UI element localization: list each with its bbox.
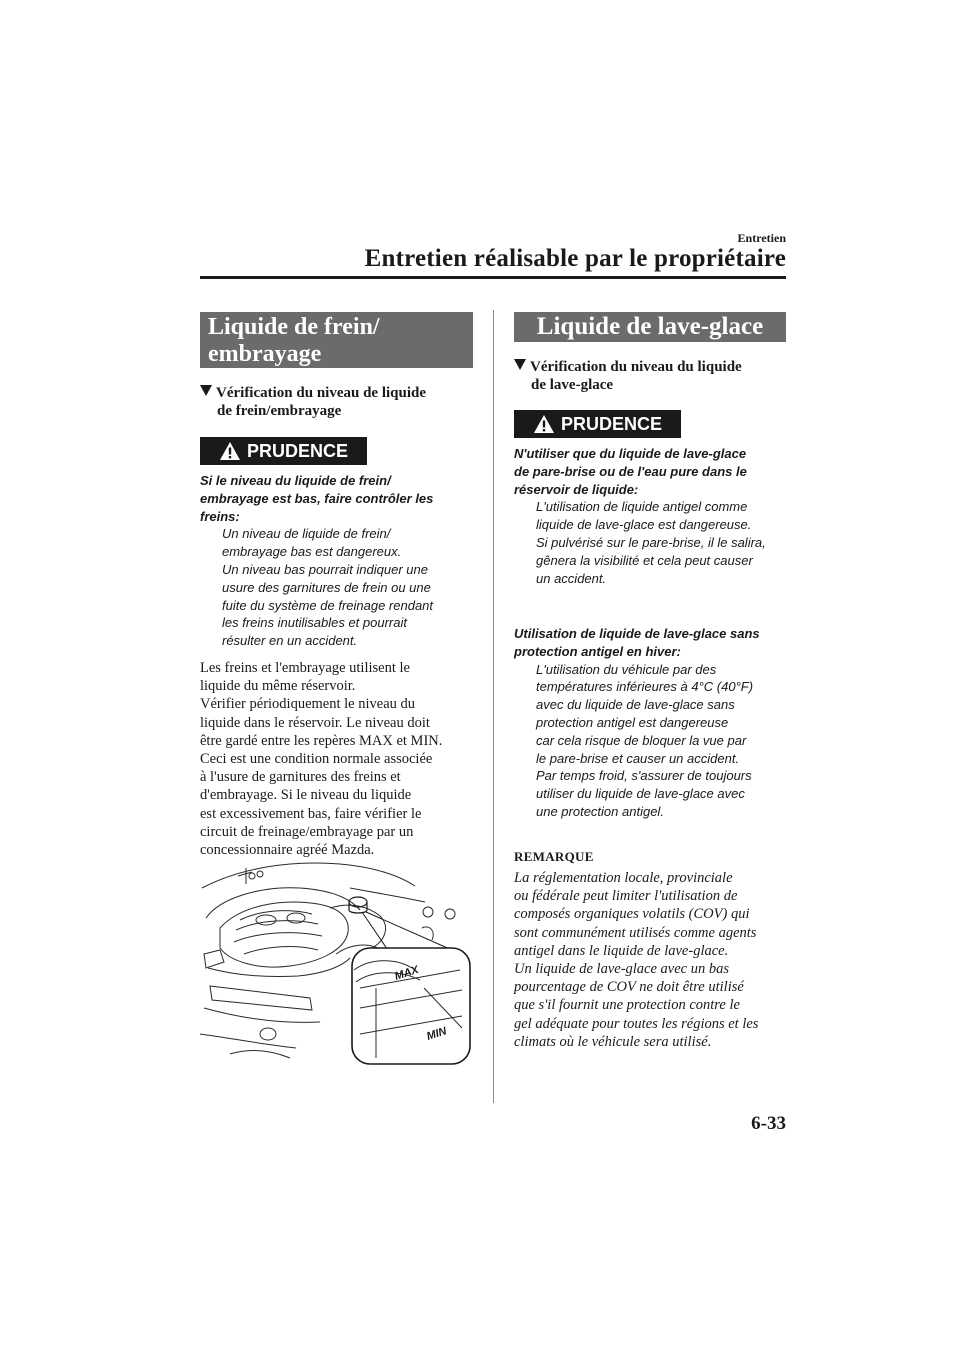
warning-body-line: car cela risque de bloquer la vue par <box>536 732 747 748</box>
warning-body-line: les freins inutilisables et pourrait <box>222 615 407 631</box>
body-line: est excessivement bas, faire vérifier le <box>200 805 422 822</box>
warning-body-line: résulter en un accident. <box>222 633 358 649</box>
body-line: Vérifier périodiquement le niveau du <box>200 696 416 713</box>
note-line: sont communément utilisés comme agents <box>514 924 757 941</box>
subheading-line: de lave-glace <box>531 377 614 393</box>
warning-body-line: une protection antigel. <box>536 803 664 819</box>
warning-triangle-icon <box>219 441 241 461</box>
warning-body-line: Par temps froid, s'assurer de toujours <box>536 768 752 784</box>
note-line: La réglementation locale, provinciale <box>514 870 733 886</box>
warning-body-line: Un niveau bas pourrait indiquer une <box>222 561 428 577</box>
warning-heading-line: Si le niveau du liquide de frein/ <box>200 473 391 488</box>
warning-body-line: Un niveau de liquide de frein/ <box>222 526 391 542</box>
note-line: composés organiques volatils (COV) qui <box>514 906 750 923</box>
running-section-label: Entretien <box>737 231 786 245</box>
note-line: que s'il fournit une protection contre le <box>514 997 740 1014</box>
body-line: à l'usure de garnitures des freins et <box>200 769 401 786</box>
subheading-line: Vérification du niveau de liquide <box>216 385 427 401</box>
warning-heading-line: de pare-brise ou de l'eau pure dans le <box>514 463 747 479</box>
warning-heading-line: réservoir de liquide: <box>514 481 639 497</box>
note-line: climats où le véhicule sera utilisé. <box>514 1033 712 1050</box>
subheading-brake-level <box>200 384 480 420</box>
warning-body-line: Si pulvérisé sur le pare-brise, il le salira, <box>536 534 766 550</box>
warning-body-line: températures inférieures à 4°C (40°F) <box>536 679 754 695</box>
body-line: Ceci est une condition normale associée <box>200 751 433 768</box>
warning-body-line: L'utilisation de liquide antigel comme <box>536 499 748 515</box>
section-title-washer-fluid: Liquide de lave-glace <box>514 312 786 342</box>
warning-body-line: protection antigel est dangereuse <box>536 714 729 730</box>
warning-body-line: L'utilisation du véhicule par des <box>536 661 717 677</box>
body-line: Les freins et l'embrayage utilisent le <box>200 660 410 676</box>
warning-body-line: gênera la visibilité et cela peut causer <box>536 552 753 568</box>
note-body <box>514 869 799 1051</box>
triangle-bullet-icon <box>514 359 526 370</box>
header-rule <box>200 276 786 279</box>
warning-body-line: usure des garnitures de frein ou une <box>222 579 431 595</box>
warning-heading-line: protection antigel en hiver: <box>514 643 681 659</box>
min-mark-label: MIN <box>425 1025 449 1043</box>
body-line: circuit de freinage/embrayage par un <box>200 823 414 840</box>
caution-banner-left <box>200 437 367 465</box>
warning-body-line: un accident. <box>536 570 607 586</box>
warning-body-line: liquide de lave-glace est dangereuse. <box>536 517 752 533</box>
subheading-line: de frein/embrayage <box>217 403 342 419</box>
warning-body-line: avec du liquide de lave-glace sans <box>536 697 735 713</box>
page-header-title: Entretien réalisable par le propriétaire <box>364 245 786 272</box>
warning-heading-line: embrayage est bas, faire contrôler les <box>200 490 434 506</box>
section-title-line: Liquide de frein/ <box>208 314 380 340</box>
caution-label: PRUDENCE <box>560 414 662 434</box>
column-divider <box>493 310 494 1103</box>
warning-body-line: fuite du système de freinage rendant <box>222 597 434 613</box>
engine-bay-illustration <box>200 858 473 1068</box>
note-title: REMARQUE <box>514 849 594 864</box>
subheading-washer-level <box>514 358 794 394</box>
warning-body-line: utiliser du liquide de lave-glace avec <box>536 786 745 802</box>
body-line: concessionnaire agréé Mazda. <box>200 842 375 859</box>
warning-heading-line: N'utiliser que du liquide de lave-glace <box>514 446 747 461</box>
note-line: pourcentage de COV ne doit être utilisé <box>514 979 744 996</box>
body-line: d'embrayage. Si le niveau du liquide <box>200 787 412 804</box>
warning-washer-fluid-type <box>514 445 794 587</box>
max-mark-label: MAX <box>393 963 421 983</box>
body-line: liquide dans le réservoir. Le niveau doit <box>200 714 430 731</box>
warning-triangle-icon <box>533 414 555 434</box>
body-line: être gardé entre les repères MAX et MIN. <box>200 732 443 749</box>
note-line: Un liquide de lave-glace avec un bas <box>514 961 730 978</box>
body-line: liquide du même réservoir. <box>200 678 356 695</box>
warning-body-line: le pare-brise et causer un accident. <box>536 750 740 766</box>
triangle-bullet-icon <box>200 385 212 396</box>
note-line: ou fédérale peut limiter l'utilisation de <box>514 888 738 905</box>
caution-banner-right <box>514 410 681 438</box>
warning-body-line: embrayage bas est dangereux. <box>222 544 402 560</box>
caution-label: PRUDENCE <box>246 441 348 461</box>
page-number: 6-33 <box>751 1113 786 1134</box>
note-line: antigel dans le liquide de lave-glace. <box>514 942 729 959</box>
note-line: gel adéquate pour toutes les régions et les <box>514 1015 759 1032</box>
subheading-line: Vérification du niveau du liquide <box>530 359 742 375</box>
warning-winter-washer-fluid <box>514 625 794 821</box>
section-title-line: embrayage <box>208 341 322 367</box>
warning-heading-line: Utilisation de liquide de lave-glace sans <box>514 626 760 641</box>
warning-heading-line: freins: <box>200 508 240 524</box>
body-brake-paragraph <box>200 659 485 859</box>
warning-brake <box>200 472 480 650</box>
section-title-brake-fluid <box>200 312 473 368</box>
